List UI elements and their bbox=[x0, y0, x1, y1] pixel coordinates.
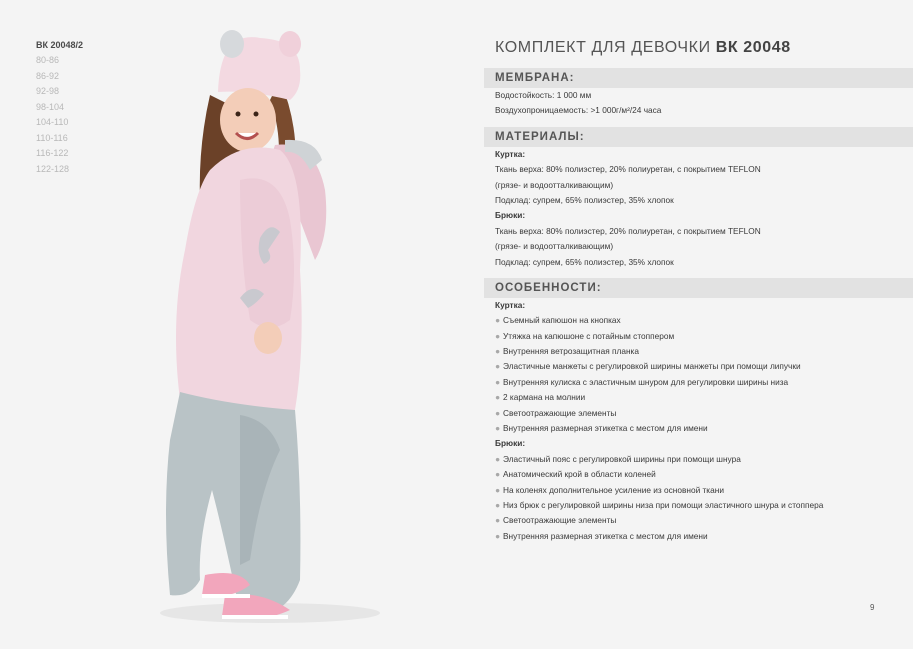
feature-item bbox=[495, 390, 913, 405]
feature-item bbox=[495, 329, 913, 344]
materials-pants-label: Брюки: bbox=[495, 210, 526, 221]
section-heading-membrane: МЕМБРАНА: bbox=[484, 68, 913, 88]
bullet-icon: ● bbox=[495, 346, 501, 357]
features-pants-label: Брюки: bbox=[495, 438, 526, 449]
bullet-icon: ● bbox=[495, 330, 501, 341]
page-number: 9 bbox=[870, 603, 875, 612]
feature-text: Внутренняя кулиска с эластичным шнуром для регулировки ширины низа bbox=[503, 376, 789, 387]
materials-lines bbox=[484, 147, 913, 270]
feature-text: Внутренняя ветрозащитная планка bbox=[503, 346, 639, 357]
section-heading-materials: МАТЕРИАЛЫ: bbox=[484, 127, 913, 147]
bullet-icon: ● bbox=[495, 515, 501, 526]
title-prefix: КОМПЛЕКТ ДЛЯ ДЕВОЧКИ bbox=[495, 39, 711, 56]
shoe-sole bbox=[202, 594, 250, 598]
feature-item bbox=[495, 513, 913, 528]
product-description bbox=[484, 36, 913, 544]
bullet-icon: ● bbox=[495, 499, 501, 510]
bullet-icon: ● bbox=[495, 530, 501, 541]
feature-item bbox=[495, 406, 913, 421]
membrane-line: Воздухопроницаемость: >1 000г/м²/24 часа bbox=[495, 105, 662, 116]
eye-left bbox=[236, 112, 241, 117]
page-title bbox=[495, 36, 913, 60]
hat-ear-right bbox=[279, 31, 301, 57]
size-item: 104-110 bbox=[36, 117, 69, 127]
bullet-icon: ● bbox=[495, 315, 501, 326]
bullet-icon: ● bbox=[495, 423, 501, 434]
feature-item bbox=[495, 421, 913, 436]
bullet-icon: ● bbox=[495, 453, 501, 464]
bullet-icon: ● bbox=[495, 376, 501, 387]
title-code: ВК 20048 bbox=[715, 39, 791, 56]
product-photo bbox=[140, 20, 470, 630]
feature-text: Внутренняя размерная этикетка с местом для имени bbox=[503, 423, 708, 434]
feature-text: Съемный капюшон на кнопках bbox=[503, 315, 621, 326]
membrane-lines bbox=[484, 88, 913, 119]
bullet-icon: ● bbox=[495, 392, 501, 403]
size-list bbox=[36, 38, 116, 177]
size-item: 86-92 bbox=[36, 70, 60, 81]
materials-jacket-label: Куртка: bbox=[495, 148, 526, 159]
feature-text: Эластичный пояс с регулировкой ширины при помощи шнура bbox=[503, 453, 741, 464]
eye-right bbox=[254, 112, 259, 117]
size-item: 110-116 bbox=[36, 132, 68, 143]
bullet-icon: ● bbox=[495, 407, 501, 418]
membrane-line: Водостойкость: 1 000 мм bbox=[495, 90, 592, 100]
feature-item bbox=[495, 529, 913, 544]
size-item: 116-122 bbox=[36, 148, 69, 158]
feature-item bbox=[495, 483, 913, 498]
feature-text: Светоотражающие элементы bbox=[503, 515, 617, 526]
size-item: 98-104 bbox=[36, 101, 65, 112]
materials-line: (грязе- и водоотталкивающим) bbox=[495, 241, 614, 252]
feature-text: Анатомический крой в области коленей bbox=[503, 469, 656, 480]
hand bbox=[254, 322, 282, 354]
materials-line: Ткань верха: 80% полиэстер, 20% полиуретан, с покрытием TEFLON bbox=[495, 225, 761, 236]
size-item: 92-98 bbox=[36, 86, 60, 96]
feature-item bbox=[495, 467, 913, 482]
feature-text: Утяжка на капюшоне с потайным стоппером bbox=[503, 330, 675, 341]
features-jacket-label: Куртка: bbox=[495, 299, 526, 310]
feature-text: Эластичные манжеты с регулировкой ширины манжеты при помощи липучки bbox=[503, 361, 801, 372]
materials-line: (грязе- и водоотталкивающим) bbox=[495, 179, 614, 190]
feature-text: На коленях дополнительное усиление из основной ткани bbox=[503, 484, 724, 495]
bullet-icon: ● bbox=[495, 484, 501, 495]
bullet-icon: ● bbox=[495, 361, 501, 372]
bullet-icon: ● bbox=[495, 469, 501, 480]
feature-item bbox=[495, 313, 913, 328]
size-item: 122-128 bbox=[36, 163, 70, 174]
face bbox=[220, 88, 276, 152]
materials-line: Подклад: супрем, 65% полиэстер, 35% хлопок bbox=[495, 256, 674, 267]
feature-text: 2 кармана на молнии bbox=[503, 392, 586, 403]
article-code: ВК 20048/2 bbox=[36, 40, 84, 50]
feature-item bbox=[495, 344, 913, 359]
feature-item bbox=[495, 452, 913, 467]
hat-ear-left bbox=[220, 30, 244, 58]
feature-item bbox=[495, 498, 913, 513]
size-item: 80-86 bbox=[36, 55, 60, 65]
feature-text: Светоотражающие элементы bbox=[503, 407, 617, 418]
materials-line: Ткань верха: 80% полиэстер, 20% полиуретан, с покрытием TEFLON bbox=[495, 164, 761, 175]
shoe-sole bbox=[222, 615, 288, 619]
section-heading-features: ОСОБЕННОСТИ: bbox=[484, 278, 913, 298]
feature-text: Внутренняя размерная этикетка с местом для имени bbox=[503, 530, 708, 541]
feature-item bbox=[495, 359, 913, 374]
materials-line: Подклад: супрем, 65% полиэстер, 35% хлопок bbox=[495, 194, 674, 205]
features-lines bbox=[484, 298, 913, 544]
feature-text: Низ брюк с регулировкой ширины низа при помощи эластичного шнура и стоппера bbox=[503, 499, 824, 510]
feature-item bbox=[495, 375, 913, 390]
